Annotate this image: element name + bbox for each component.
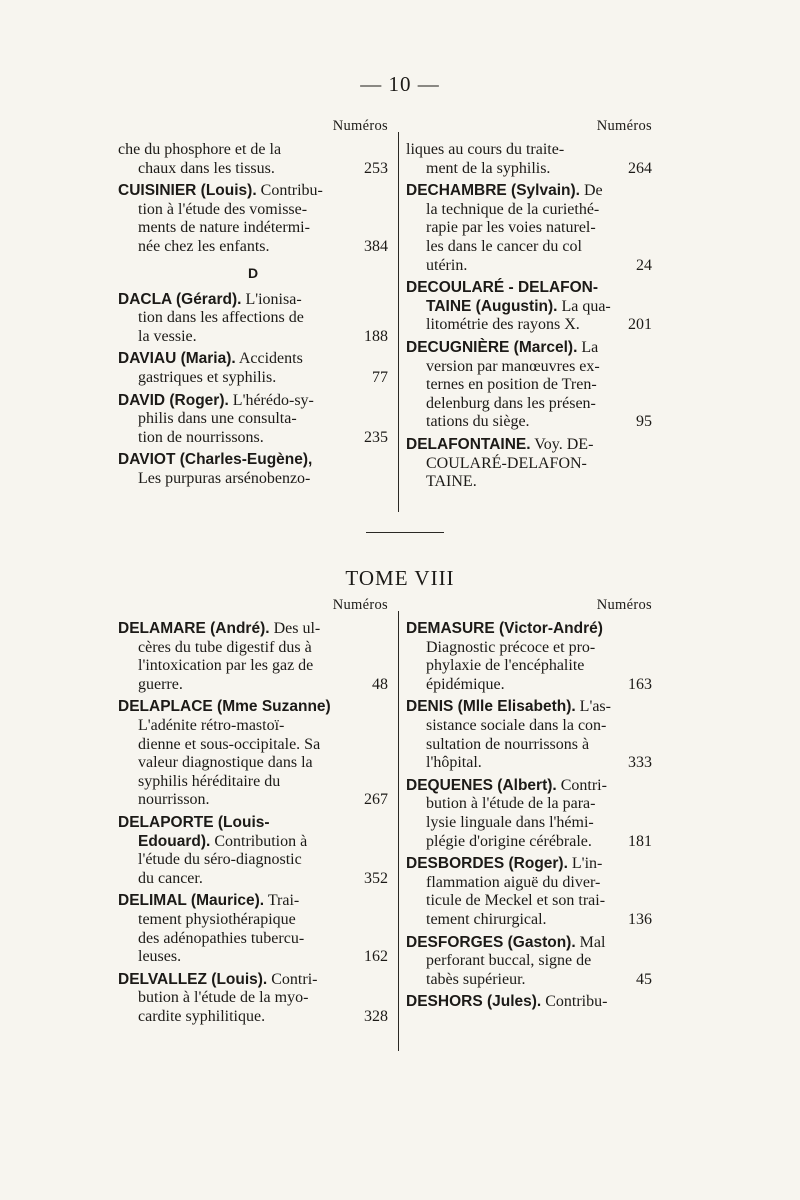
author-name: DEQUENES (Albert). xyxy=(406,776,557,794)
entry-last-line xyxy=(118,1008,388,1027)
title-text: valeur diagnostique dans la xyxy=(138,754,313,772)
author-name: DESBORDES (Roger). xyxy=(406,855,568,873)
author-name: DACLA (Gérard). xyxy=(118,290,242,308)
column-right xyxy=(406,597,652,1016)
index-entry xyxy=(406,698,652,772)
index-entry xyxy=(118,971,388,1027)
title-text: L'in- xyxy=(567,855,603,873)
title-text: nourrisson. xyxy=(138,791,210,809)
entry-last-line xyxy=(118,429,388,448)
section-tome-vii-continuation xyxy=(118,118,652,516)
entry-first-line xyxy=(118,620,388,639)
index-entry xyxy=(118,892,388,966)
author-name: CUISINIER (Louis). xyxy=(118,182,257,200)
thesis-number: 253 xyxy=(364,159,388,177)
title-text: ticule de Meckel et son trai- xyxy=(426,892,606,910)
column-header: Numéros xyxy=(332,118,388,134)
section-divider xyxy=(366,532,444,533)
entry-last-line xyxy=(118,948,388,967)
title-text: ment de la syphilis. xyxy=(426,159,551,177)
title-text: l'hôpital. xyxy=(426,754,482,772)
index-entry xyxy=(406,279,652,335)
title-text: tabès supérieur. xyxy=(426,970,526,988)
entry-last-line xyxy=(406,754,652,773)
thesis-number: 328 xyxy=(364,1007,388,1025)
author-name: DECOULARÉ - DELAFON- xyxy=(406,279,599,297)
title-text: Les purpuras arsénobenzo- xyxy=(138,469,311,487)
index-entry xyxy=(118,141,388,178)
entry-first-line xyxy=(406,620,652,639)
index-entry xyxy=(118,182,388,256)
title-text: tion à l'étude des vomisse- xyxy=(138,200,308,218)
column-header: Numéros xyxy=(332,597,388,613)
index-entry xyxy=(118,451,388,488)
title-text: liques au cours du traite- xyxy=(406,141,565,158)
author-name: DAVID (Roger). xyxy=(118,391,229,409)
entry-last-line xyxy=(406,911,652,930)
thesis-number: 136 xyxy=(628,910,652,928)
thesis-number: 24 xyxy=(636,256,652,274)
title-text: lysie linguale dans l'hémi- xyxy=(426,813,594,831)
entry-first-line xyxy=(406,934,652,953)
title-text: L'ionisa- xyxy=(241,290,302,308)
thesis-number: 95 xyxy=(636,413,652,431)
title-text: Diagnostic précoce et pro- xyxy=(426,638,596,656)
thesis-number: 201 xyxy=(628,316,652,334)
entry-first-line xyxy=(406,993,652,1012)
title-text: L'as- xyxy=(575,698,611,716)
thesis-number: 48 xyxy=(372,675,388,693)
title-text: Contri- xyxy=(267,970,318,988)
thesis-number: 264 xyxy=(628,159,652,177)
entry-first-line xyxy=(118,350,388,369)
title-text: perforant buccal, signe de xyxy=(426,952,592,970)
title-text: L'hérédo-sy- xyxy=(228,391,314,409)
title-text: née chez les enfants. xyxy=(138,237,270,255)
thesis-number: 235 xyxy=(364,428,388,446)
author-name: DESFORGES (Gaston). xyxy=(406,933,576,951)
author-name: DELVALLEZ (Louis). xyxy=(118,970,268,988)
author-name: DELIMAL (Maurice). xyxy=(118,892,265,910)
index-entry xyxy=(118,392,388,448)
title-text: sultation de nourrissons à xyxy=(426,735,590,753)
title-text: Trai- xyxy=(264,892,300,910)
thesis-number: 384 xyxy=(364,237,388,255)
index-entry xyxy=(406,141,652,178)
section-tome-viii xyxy=(118,597,652,1047)
entry-first-line xyxy=(118,392,388,411)
entry-last-line xyxy=(118,160,388,179)
thesis-number: 188 xyxy=(364,327,388,345)
entry-first-line xyxy=(118,971,388,990)
letter-heading: D xyxy=(247,264,259,281)
index-entry xyxy=(118,350,388,387)
entry-first-line xyxy=(406,436,652,455)
entry-first-line xyxy=(406,182,652,201)
entry-last-line xyxy=(406,257,652,276)
thesis-number: 77 xyxy=(372,368,388,386)
tome-title: TOME VIII xyxy=(345,566,455,590)
title-text: bution à l'étude de la para- xyxy=(426,795,596,813)
entry-last-line xyxy=(118,328,388,347)
index-entry xyxy=(118,698,388,810)
title-text: la vessie. xyxy=(138,327,197,345)
title-text: litométrie des rayons X. xyxy=(426,316,580,334)
entry-last-line xyxy=(118,238,388,257)
title-text: tement physiothérapique xyxy=(138,910,296,928)
title-text: la technique de la curiethé- xyxy=(426,200,600,218)
title-text: sistance sociale dans la con- xyxy=(426,716,607,734)
entry-last-line xyxy=(406,971,652,990)
index-entry xyxy=(118,814,388,888)
column-divider xyxy=(398,611,399,1051)
title-text: cères du tube digestif dus à xyxy=(138,638,312,656)
index-entry xyxy=(118,620,388,694)
entry-first-line xyxy=(406,339,652,358)
author-name: DECUGNIÈRE (Marcel). xyxy=(406,338,578,356)
title-text: flammation aiguë du diver- xyxy=(426,873,601,891)
index-entry xyxy=(406,436,652,492)
title-text: l'étude du séro-diagnostic xyxy=(138,851,302,869)
title-text: Accidents xyxy=(235,350,303,368)
entry-last-line xyxy=(118,369,388,388)
thesis-number: 45 xyxy=(636,970,652,988)
thesis-number: 163 xyxy=(628,675,652,693)
title-text: Des ul- xyxy=(269,620,321,637)
index-entry xyxy=(406,339,652,432)
entry-last-line xyxy=(118,676,388,695)
entry-first-line xyxy=(118,892,388,911)
author-name-continued: Edouard). xyxy=(138,832,211,850)
title-text: les dans le cancer du col xyxy=(426,237,582,255)
entry-first-line xyxy=(406,698,652,717)
author-name: DELAFONTAINE. xyxy=(406,435,531,453)
entry-last-line xyxy=(406,160,652,179)
index-entry xyxy=(406,855,652,929)
title-text: version par manœuvres ex- xyxy=(426,357,600,375)
thesis-number: 181 xyxy=(628,832,652,850)
index-entry xyxy=(406,934,652,990)
entry-second-line xyxy=(406,298,652,317)
column-left xyxy=(118,597,388,1030)
title-text: COULARÉ-DELAFON- xyxy=(426,454,587,472)
column-header: Numéros xyxy=(596,118,652,134)
title-text: guerre. xyxy=(138,675,183,693)
title-text: tion dans les affections de xyxy=(138,309,304,327)
author-name: DELAPLACE (Mme Suzanne) xyxy=(118,698,331,716)
title-text: delenburg dans les présen- xyxy=(426,394,596,412)
title-text: plégie d'origine cérébrale. xyxy=(426,832,592,850)
entry-first-line xyxy=(118,182,388,201)
title-text: phylaxie de l'encéphalite xyxy=(426,657,585,675)
title-text: des adénopathies tubercu- xyxy=(138,929,305,947)
title-text: rapie par les voies naturel- xyxy=(426,219,596,237)
column-left xyxy=(118,118,388,493)
author-name: DAVIOT (Charles-Eugène), xyxy=(118,451,313,469)
entry-first-line xyxy=(406,777,652,796)
title-text: La qua- xyxy=(557,297,611,315)
title-text: Contri- xyxy=(556,776,607,794)
index-entry xyxy=(406,777,652,851)
thesis-number: 352 xyxy=(364,869,388,887)
entry-first-line xyxy=(118,291,388,310)
title-text: De xyxy=(579,182,603,200)
title-text: Contribution à xyxy=(210,832,308,850)
entry-first-line xyxy=(118,451,388,470)
title-text: tement chirurgical. xyxy=(426,910,547,928)
title-text: cardite syphilitique. xyxy=(138,1007,266,1025)
title-text: TAINE. xyxy=(426,473,477,491)
entry-last-line xyxy=(406,676,652,695)
title-text: che du phosphore et de la xyxy=(118,141,282,158)
author-name: DAVIAU (Maria). xyxy=(118,350,236,368)
title-text: épidémique. xyxy=(426,675,505,693)
column-divider xyxy=(398,132,399,512)
title-text: gastriques et syphilis. xyxy=(138,368,277,386)
column-header: Numéros xyxy=(596,597,652,613)
title-text: philis dans une consulta- xyxy=(138,410,297,428)
title-text: Voy. DE- xyxy=(530,435,594,453)
title-text: La xyxy=(577,338,599,356)
author-name: DELAMARE (André). xyxy=(118,620,270,637)
index-entry xyxy=(406,993,652,1012)
index-entry xyxy=(118,291,388,347)
index-entry xyxy=(406,620,652,694)
title-text: du cancer. xyxy=(138,869,203,887)
author-name: DEMASURE (Victor-André) xyxy=(406,620,603,637)
page-number: — 10 — xyxy=(360,72,440,96)
title-text: ments de nature indétermi- xyxy=(138,219,310,237)
author-name: DECHAMBRE (Sylvain). xyxy=(406,182,580,200)
index-entry xyxy=(406,182,652,275)
author-name-continued: TAINE (Augustin). xyxy=(426,297,558,315)
title-text: tations du siège. xyxy=(426,413,530,431)
thesis-number: 333 xyxy=(628,754,652,772)
entry-first-line xyxy=(406,855,652,874)
entry-last-line xyxy=(406,833,652,852)
thesis-number: 162 xyxy=(364,948,388,966)
author-name: DELAPORTE (Louis- xyxy=(118,813,270,831)
entry-last-line xyxy=(118,870,388,889)
title-text: chaux dans les tissus. xyxy=(138,159,275,177)
column-right xyxy=(406,118,652,496)
title-text: dienne et sous-occipitale. Sa xyxy=(138,735,321,753)
entry-last-line xyxy=(118,791,388,810)
title-text: bution à l'étude de la myo- xyxy=(138,989,309,1007)
entry-first-line xyxy=(118,814,388,833)
title-text: syphilis héréditaire du xyxy=(138,772,281,790)
title-text: tion de nourrissons. xyxy=(138,428,264,446)
title-text: l'intoxication par les gaz de xyxy=(138,657,314,675)
title-text: Contribu- xyxy=(541,993,608,1011)
author-name: DENIS (Mlle Elisabeth). xyxy=(406,698,576,716)
entry-second-line xyxy=(118,833,388,852)
title-text: leuses. xyxy=(138,948,182,966)
title-text: utérin. xyxy=(426,256,468,274)
title-text: L'adénite rétro-mastoï- xyxy=(138,716,285,734)
entry-first-line xyxy=(406,279,652,298)
entry-last-line xyxy=(406,316,652,335)
title-text: Contribu- xyxy=(256,182,323,200)
title-text: Mal xyxy=(575,933,606,951)
entry-last-line xyxy=(406,413,652,432)
entry-first-line xyxy=(118,698,388,717)
thesis-number: 267 xyxy=(364,791,388,809)
title-text: ternes en position de Tren- xyxy=(426,376,597,394)
author-name: DESHORS (Jules). xyxy=(406,993,542,1011)
